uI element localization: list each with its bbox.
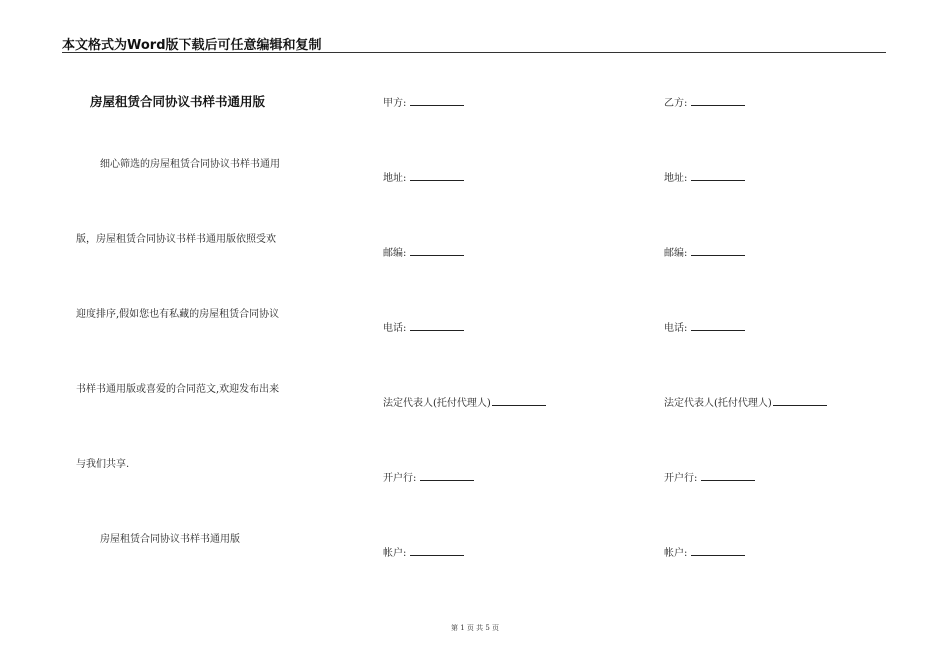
party-a-account-blank[interactable] [410, 546, 464, 556]
party-a-account-field [383, 544, 464, 559]
party-a-postcode-label: 邮编: [383, 248, 407, 259]
header-rule [62, 52, 886, 53]
party-b-name-blank[interactable] [691, 96, 745, 106]
party-b-account-blank[interactable] [691, 546, 745, 556]
party-b-account-field [664, 544, 745, 559]
party-b-name-label: 乙方: [664, 98, 688, 109]
party-a-address-field [383, 169, 464, 184]
party-a-name-blank[interactable] [410, 96, 464, 106]
party-b-account-label: 帐户: [664, 548, 688, 559]
document-title: 房屋租赁合同协议书样书通用版 [90, 94, 266, 109]
party-a-name-label: 甲方: [383, 98, 407, 109]
party-a-bank-label: 开户行: [383, 473, 417, 484]
intro-line-2: 版，房屋租赁合同协议书样书通用版依照受欢 [76, 234, 276, 245]
party-b-address-blank[interactable] [691, 171, 745, 181]
party-a-phone-field [383, 319, 464, 334]
party-b-phone-label: 电话: [664, 323, 688, 334]
party-b-postcode-blank[interactable] [691, 246, 745, 256]
intro-line-1: 细心筛选的房屋租赁合同协议书样书通用 [100, 159, 280, 170]
party-a-representative-blank[interactable] [492, 396, 546, 406]
party-a-phone-label: 电话: [383, 323, 407, 334]
party-b-representative-field [664, 394, 827, 409]
party-b-postcode-field [664, 244, 745, 259]
document-subtitle: 房屋租赁合同协议书样书通用版 [100, 534, 240, 545]
party-b-address-label: 地址: [664, 173, 688, 184]
party-a-postcode-blank[interactable] [410, 246, 464, 256]
party-a-bank-blank[interactable] [420, 471, 474, 481]
party-b-representative-blank[interactable] [773, 396, 827, 406]
intro-line-5: 与我们共享. [76, 459, 130, 470]
party-a-address-blank[interactable] [410, 171, 464, 181]
party-b-name-field [664, 94, 745, 109]
document-header: 本文格式为Word版下载后可任意编辑和复制 [62, 38, 322, 53]
party-b-bank-label: 开户行: [664, 473, 698, 484]
party-a-phone-blank[interactable] [410, 321, 464, 331]
party-b-phone-field [664, 319, 745, 334]
party-b-representative-label: 法定代表人(托付代理人) [664, 398, 772, 409]
party-b-bank-field [664, 469, 755, 484]
party-b-postcode-label: 邮编: [664, 248, 688, 259]
party-a-representative-label: 法定代表人(托付代理人) [383, 398, 491, 409]
party-a-bank-field [383, 469, 474, 484]
party-b-bank-blank[interactable] [701, 471, 755, 481]
party-b-address-field [664, 169, 745, 184]
party-b-phone-blank[interactable] [691, 321, 745, 331]
intro-line-4: 书样书通用版或喜爱的合同范文,欢迎发布出来 [76, 384, 280, 395]
party-a-representative-field [383, 394, 546, 409]
intro-line-3: 迎度排序,假如您也有私藏的房屋租赁合同协议 [76, 309, 280, 320]
party-a-account-label: 帐户: [383, 548, 407, 559]
page-number: 第 1 页 共 5 页 [450, 624, 500, 632]
party-a-name-field [383, 94, 464, 109]
party-a-postcode-field [383, 244, 464, 259]
party-a-address-label: 地址: [383, 173, 407, 184]
